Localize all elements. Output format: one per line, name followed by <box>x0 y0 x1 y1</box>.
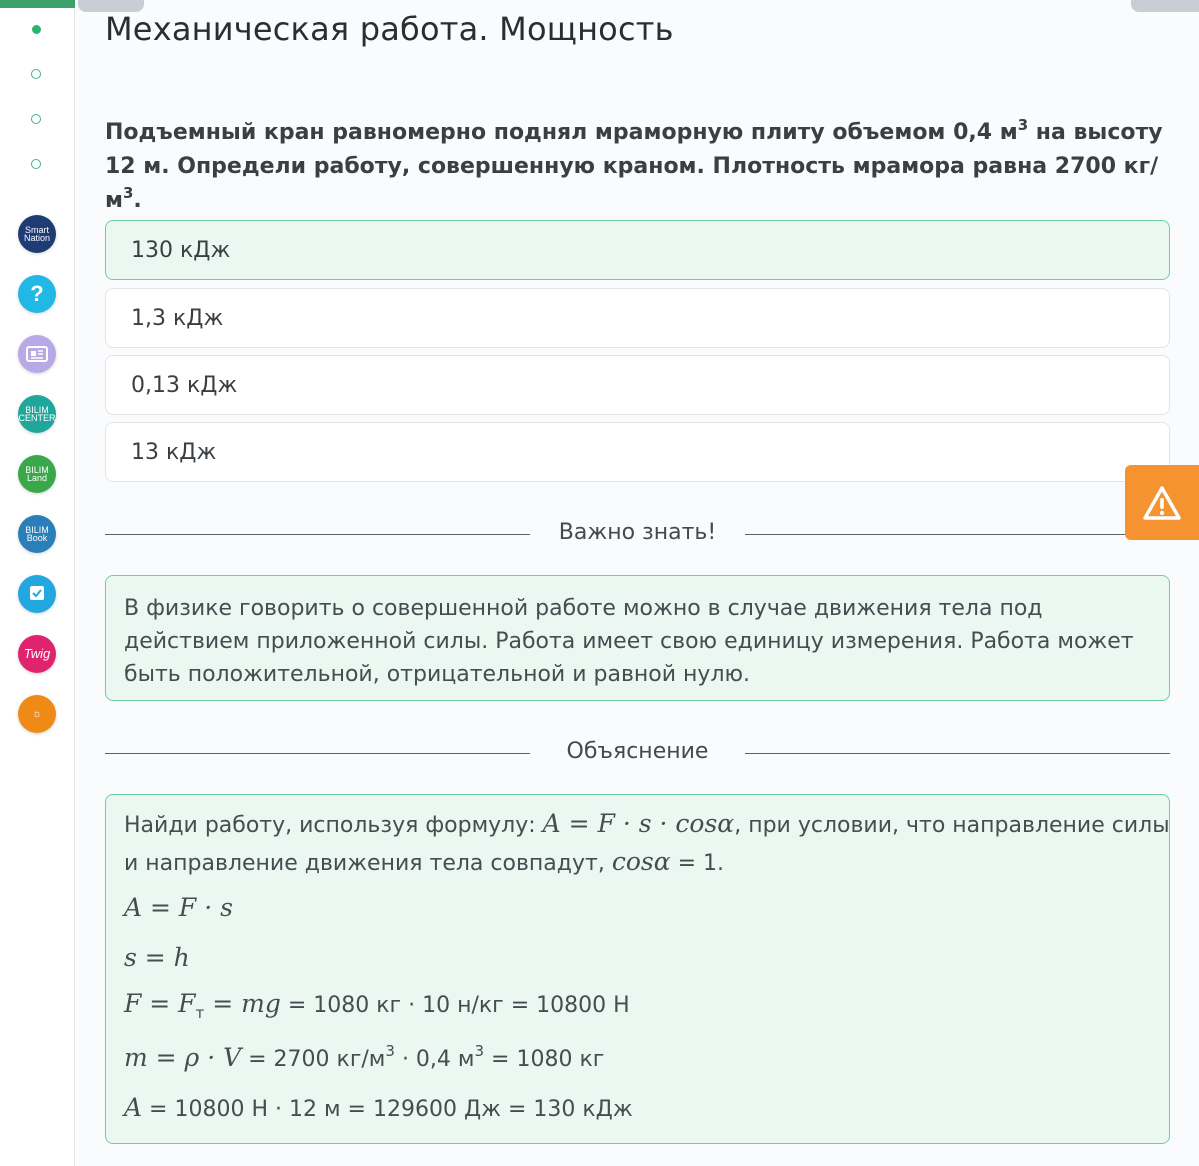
explanation-text: , при условии, что направление силы <box>734 813 1170 838</box>
work-calculation: = 10800 Н · 12 м = 129600 Дж = 130 кДж <box>142 1097 633 1122</box>
cos-formula: cosα <box>611 847 671 876</box>
answer-option-4[interactable] <box>105 422 1170 482</box>
explanation-text: Найди работу, используя формулу: <box>124 813 543 838</box>
help-icon[interactable]: ? <box>18 275 56 313</box>
cubic-superscript: 3 <box>385 1042 395 1060</box>
answer-option-2[interactable] <box>105 288 1170 348</box>
mg-formula: = mg <box>204 989 281 1018</box>
explanation-intro-line1 <box>124 809 1170 838</box>
cubic-superscript: 3 <box>474 1042 485 1060</box>
formula-line-1: A = F · s <box>124 893 233 922</box>
smart-nation-logo-text: Smart Nation <box>23 225 50 243</box>
explanation-box <box>105 794 1170 1144</box>
explanation-text: = 1. <box>670 851 724 876</box>
sidebar <box>0 0 75 1166</box>
report-warning-button[interactable] <box>1125 465 1199 540</box>
force-formula: F = F <box>124 989 196 1018</box>
bilim-book-logo-text: BILIM Book <box>25 525 49 543</box>
important-heading: Важно знать! <box>558 520 717 545</box>
divider-line-left <box>105 753 530 754</box>
bilim-land-icon[interactable] <box>18 455 56 493</box>
mass-calculation: · 0,4 м <box>394 1047 475 1072</box>
bilim-center-icon[interactable] <box>18 395 56 433</box>
question-text-part1: Подъемный кран равномерно поднял мраморную плиту объемом 0,4 м <box>105 120 1018 145</box>
itest-icon[interactable] <box>18 575 56 613</box>
top-tab-right[interactable] <box>1131 0 1199 12</box>
question-superscript-2: 3 <box>122 184 134 202</box>
answer-option-label: 130 кДж <box>131 237 231 263</box>
step-indicator-1[interactable] <box>32 25 41 34</box>
explanation-heading: Объяснение <box>566 739 709 764</box>
smart-nation-icon[interactable] <box>18 215 56 253</box>
question-text <box>105 116 1170 218</box>
answer-option-label: 1,3 кДж <box>131 305 224 331</box>
bilim-book-icon[interactable] <box>18 515 56 553</box>
work-formula: A = F · s · cosα <box>542 809 735 838</box>
question-text-part3: . <box>133 188 142 213</box>
news-icon[interactable] <box>18 335 56 373</box>
work-symbol: A <box>124 1093 143 1122</box>
mass-calculation: = 1080 кг <box>484 1047 605 1072</box>
divider-line-right <box>745 534 1125 535</box>
progress-bar <box>0 0 75 8</box>
explanation-intro-line2 <box>124 847 724 876</box>
explanation-text: и направление движения тела совпадут, <box>124 851 612 876</box>
warning-icon <box>1142 485 1182 521</box>
formula-line-4 <box>124 1043 604 1072</box>
step-indicator-4[interactable] <box>31 159 41 169</box>
answer-option-label: 0,13 кДж <box>131 372 238 398</box>
step-indicator-3[interactable] <box>31 114 41 124</box>
step-indicator-2[interactable] <box>31 69 41 79</box>
formula-line-2: s = h <box>124 943 190 972</box>
force-calculation: = 1080 кг · 10 н/кг = 10800 Н <box>280 993 630 1018</box>
answer-option-1[interactable] <box>105 220 1170 280</box>
divider-line-left <box>105 534 530 535</box>
divider-line-right <box>745 753 1170 754</box>
bilim-center-logo-text: BILIM CENTER <box>18 405 56 423</box>
question-superscript-1: 3 <box>1017 116 1029 134</box>
bilim-land-logo-text: BILIM Land <box>25 465 49 483</box>
newspaper-icon <box>26 346 48 362</box>
question-text-part2: на высоту 12 м. Определи работу, совершенную краном. Плотность мрамора равна 2700 кг/м <box>105 120 1163 213</box>
answer-option-label: 13 кДж <box>131 439 217 465</box>
checklist-icon <box>28 584 46 604</box>
answer-option-3[interactable] <box>105 355 1170 415</box>
twig-icon[interactable]: Twig <box>18 635 56 673</box>
mass-calculation: = 2700 кг/м <box>241 1047 386 1072</box>
page-title: Механическая работа. Мощность <box>105 10 674 48</box>
gravity-subscript: т <box>195 1004 205 1022</box>
imektep-icon[interactable]: ☼ <box>18 695 56 733</box>
important-info-box <box>105 575 1170 701</box>
formula-line-3 <box>124 989 630 1022</box>
important-text: В физике говорить о совершенной работе можно в случае движения тела под действием приложенной силы. Работа имеет свою единицу измерения. Работа может быть положительной, отрицательной и равной нулю. <box>124 596 1134 687</box>
mass-formula: m = ρ · V <box>124 1043 242 1072</box>
formula-line-5 <box>124 1093 633 1122</box>
